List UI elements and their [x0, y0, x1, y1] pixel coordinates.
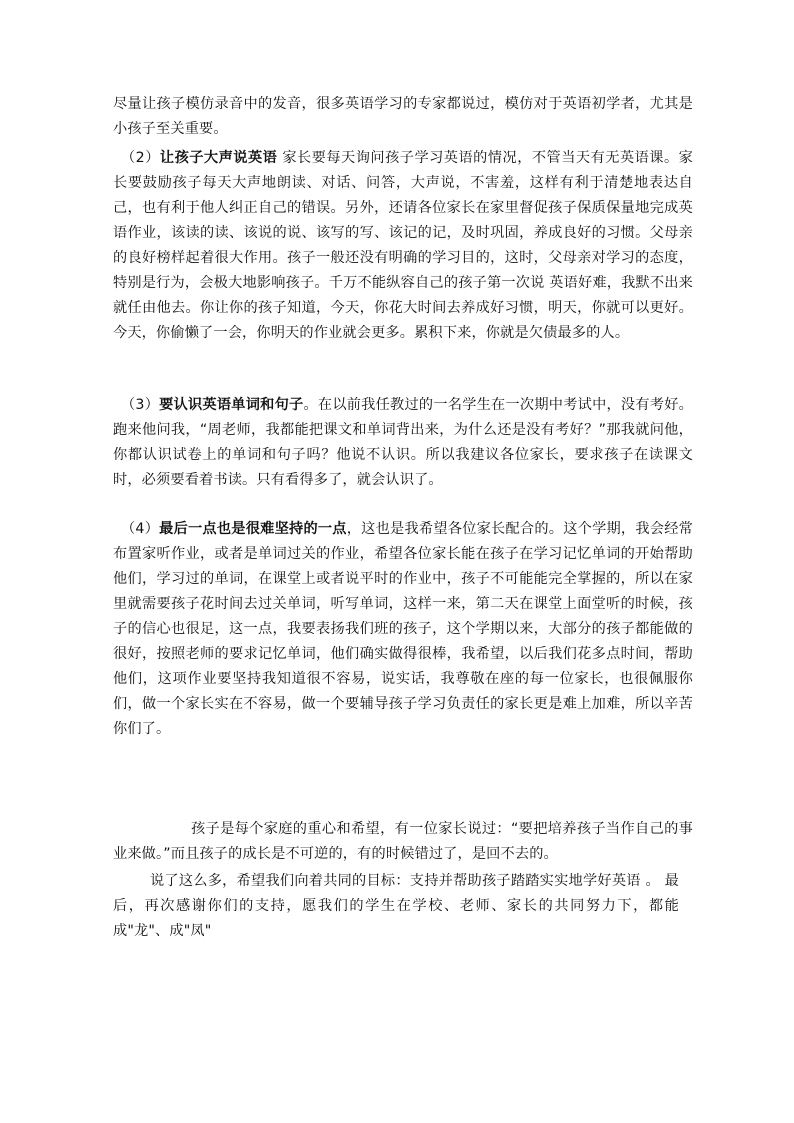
item-number: （3）: [121, 397, 160, 413]
paragraph-children-hope: [113, 817, 693, 867]
item-heading: 要认识英语单词和句子: [159, 397, 304, 413]
paragraph-text: 说了这么多，希望我们向着共同的目标：支持并帮助孩子踏踏实实地学好英语 。 最后，再次感谢你们的支持，愿我们的学生在学校、老师、家长的共同努力下，都能成"龙"、成"凤": [113, 873, 679, 939]
paragraph-text: 。在以前我任教过的一名学生在一次期中考试中，没有考好。跑来他问我，“周老师，我都能把课文和单词背出来，为什么还是没有考好？”那我就问他，你都认识试卷上的单词和句子吗？他说不认识。所以我建议各位家长，要求孩子在读课文时，必须要看着书读。只有看得多了，就会认识了。: [113, 397, 693, 488]
paragraph-text: ，这也是我希望各位家长配合的。这个学期，我会经常布置家听作业，或者是单词过关的作业，希望各位家长能在孩子在学习记忆单词的开始帮助他们，学习过的单词，在课堂上或者说平时的作业中，孩子不可能能完全掌握的，所以在家里就需要孩子花时间去过关单词，听写单词，这样一来，第二天在课堂上面堂听的时候，孩子的信心也很足，这一点，我要表扬我们班的孩子，这个学期以来，大部分的孩子都能做的很好，按照老师的要求记忆单词，他们确实做得很棒，我希望，以后我们花多点时间，帮助他们，这项作业要坚持我知道很不容易，说实话，我尊敬在座的每一位家长，也很佩服你们，做一个家长实在不容易，做一个要辅导孩子学习负责任的家长更是难上加难，所以辛苦你们了。: [113, 521, 693, 737]
paragraph-persistence: [113, 517, 693, 742]
paragraph-text: 尽量让孩子模仿录音中的发音，很多英语学习的专家都说过，模仿对于英语初学者，尤其是小孩子至关重要。: [113, 96, 693, 137]
paragraph-text: 家长要每天询问孩子学习英语的情况，不管当天有无英语课。家长要鼓励孩子每天大声地朗读、对话、问答，大声说，不害羞，这样有利于清楚地表达自己，也有利于他人纠正自己的错误。另外，还请各位家长在家里督促孩子保质保量地完成英语作业，该读的读、该说的说、该写的写、该记的记，及时巩固，养成良好的习惯。父母亲的良好榜样起着很大作用。孩子一般还没有明确的学习目的，这时，父母亲对学习的态度，特别是行为，会极大地影响孩子。千万不能纵容自己的孩子第一次说 英语好难，我默不出来 就任由他去。你让你的孩子知道，今天，你花大时间去养成好习惯，明天，你就可以更好。今天，你偷懒了一会，你明天的作业就会更多。累积下来，你就是欠债最多的人。: [113, 150, 693, 341]
paragraph-text: 孩子是每个家庭的重心和希望，有一位家长说过：“要把培养孩子当作自己的事业来做。”而且孩子的成长是不可逆的，有的时候错过了，是回不去的。: [113, 821, 693, 862]
item-heading: 让孩子大声说英语: [159, 150, 278, 166]
item-number: （2）: [121, 150, 160, 166]
paragraph-speak-aloud: [113, 146, 693, 346]
paragraph-recognize-words: [113, 393, 693, 493]
item-number: （4）: [121, 521, 160, 537]
paragraph-imitation: [113, 92, 693, 142]
paragraph-closing: [113, 869, 679, 944]
item-heading: 最后一点也是很难坚持的一点: [159, 521, 347, 537]
